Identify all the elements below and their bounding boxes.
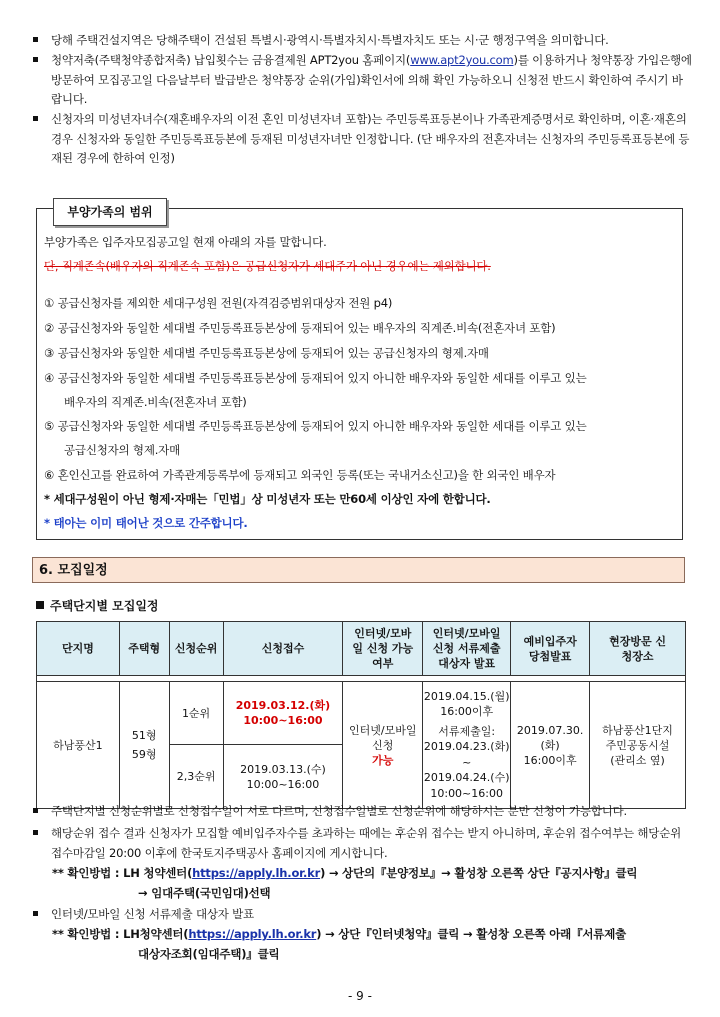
bullet-square-icon [33,116,38,121]
header-cell: 단지명 [37,622,120,676]
apply-time: 10:00~16:00 [246,777,320,791]
note-text: ** 확인방법 : LH 청약센터( [52,866,193,880]
complex-name-cell: 하남풍산1 [37,682,120,809]
bullet-text: 인터넷/모바일 신청 서류제출 대상자 발표 [51,907,254,921]
dependents-item: ⑤ 공급신청자와 동일한 세대별 주민등록표등본상에 등재되어 있지 아니한 배우자와 동일한 세대를 이루고 있는 [44,419,587,433]
header-cell: 신청접수 [223,622,343,676]
header-cell: 신청순위 [169,622,223,676]
bullet-text-part: )를 이용하거나 청약통장 가입은행에 방문하여 모집공고일 다음날부터 발급받은 청약통장 순위(가입)확인서에 의해 확인 가능하오니 신청전 반드시 확인하여 주시기 바랍니다. [51,53,692,106]
bullet-square-icon [33,57,38,62]
section-header: 6. 모집일정 [32,557,685,583]
lh-apply-link[interactable]: https://apply.lh.or.kr [192,866,321,880]
check-method-note [52,925,692,944]
apt2you-link[interactable]: www.apt2you.com [410,53,514,67]
announce-line: ~ [462,755,472,769]
schedule-subheading [36,597,159,614]
reserve-announce-cell [511,682,590,809]
note-text: ) → 상단『인터넷청약』클릭 → 활성창 오른쪽 아래『서류제출 [316,927,627,941]
housing-type: 51형 [131,729,157,742]
schedule-table [36,621,686,809]
page-number: - 9 - [348,989,372,1003]
housing-type-cell [119,682,169,809]
announce-line: 2019.04.24.(수) [423,771,510,785]
dependents-item: ② 공급신청자와 동일한 세대별 주민등록표등본상에 등재되어 있는 배우자의 직계존.비속(전혼자녀 포함) [44,321,556,335]
header-cell: 현장방문 신청장소 [590,622,686,676]
bullet-square-icon [33,911,38,916]
bullet-item [33,905,693,925]
dependents-struck-note: 단, 직계존속(배우자의 직계존속 포함)은 공급신청자가 세대주가 아닌 경우에는 제외합니다. [44,259,491,273]
check-method-note-cont: → 임대주택(국민임대)선택 [138,886,271,900]
announce-line: 10:00~16:00 [430,786,503,800]
bullet-text: 당해 주택건설지역은 당해주택이 건설된 특별시·광역시·특별자치시·특별자치도 또는 시·군 행정구역을 의미합니다. [51,33,609,47]
apply-date-cell [223,682,343,745]
place-line: (관리소 옆) [610,753,665,767]
housing-type: 59형 [131,748,157,761]
header-cell: 인터넷/모바일 신청 가능 여부 [343,622,423,676]
dependents-intro: 부양가족은 입주자모집공고일 현재 아래의 자를 말합니다. [44,235,327,249]
dependents-note-fetus: * 태아는 이미 태어난 것으로 간주합니다. [44,516,248,530]
note-text: ) → 상단의『분양정보』→ 활성창 오른쪽 상단『공지사항』클릭 [320,866,638,880]
header-cell: 주택형 [119,622,169,676]
bullet-item [33,802,693,822]
dependents-item: ④ 공급신청자와 동일한 세대별 주민등록표등본상에 등재되어 있지 아니한 배우자와 동일한 세대를 이루고 있는 [44,371,587,385]
check-method-note [52,864,692,883]
bullet-item [33,31,693,51]
dependents-box-title: 부양가족의 범위 [53,198,167,226]
bullet-item [33,824,693,863]
apply-date: 2019.03.12.(화) [235,699,331,712]
announce-line: 16:00이후 [440,705,494,719]
dependents-item: ③ 공급신청자와 동일한 세대별 주민등록표등본상에 등재되어 있는 공급신청자의 형제.자매 [44,346,489,360]
lh-apply-link[interactable]: https://apply.lh.or.kr [188,927,317,941]
apply-date-cell [223,745,343,809]
dependents-item-cont: 공급신청자의 형제.자매 [64,443,180,457]
bullet-text: 주택단지별 신청순위별로 신청접수일이 서로 다르며, 신청접수일별로 신청순위에 해당하시는 분만 신청이 가능합니다. [51,804,628,818]
rank-cell: 1순위 [169,682,223,745]
bullet-text [51,51,693,110]
bullet-square-icon [33,37,38,42]
header-cell: 인터넷/모바일 신청 서류제출 대상자 발표 [423,622,511,676]
announce-line: 서류제출일: [438,724,496,738]
announce-line: 2019.04.15.(월) [423,689,510,703]
apply-date: 2019.03.13.(수) [240,762,326,776]
dependents-item: ① 공급신청자를 제외한 세대구성원 전원(자격검증범위대상자 전원 p4) [44,296,393,310]
bullet-text-part: 청약저축(주택청약종합저축) 납입횟수는 금융결제원 APT2you 홈페이지( [51,53,411,67]
announce-line: 2019.04.23.(화) [423,740,510,754]
visit-place-cell [590,682,686,809]
online-available-cell [343,682,423,809]
online-label: 인터넷/모바일 [349,723,417,737]
dependents-item: ⑥ 혼인신고를 완료하여 가족관계등록부에 등재되고 외국인 등록(또는 국내거소신고)을 한 외국인 배우자 [44,468,556,482]
bullet-item [33,110,693,169]
announce-cell [423,682,511,809]
dependents-item-cont: 배우자의 직계존.비속(전혼자녀 포함) [64,395,247,409]
reserve-time: 16:00이후 [523,753,577,767]
apply-time: 10:00~16:00 [243,714,323,727]
table-row [37,682,686,745]
online-ok: 가능 [372,753,394,767]
place-line: 주민공동시설 [605,738,670,752]
bullet-text: 해당순위 접수 결과 신청자가 모집할 예비입주자수를 초과하는 때에는 후순위 접수는 받지 아니하며, 후순위 접수여부는 해당순위 접수마감일 20:00 이후에 한국토지주택공사 홈페이지에 게시합니다. [51,826,682,860]
place-line: 하남풍산1단지 [602,723,673,737]
table-header-row [37,622,686,676]
schedule-subheading-text: 주택단지별 모집일정 [50,599,159,613]
header-cell: 예비입주자 당첨발표 [511,622,590,676]
bullet-text: 신청자의 미성년자녀수(재혼배우자의 이전 혼인 미성년자녀 포함)는 주민등록표등본이나 가족관계증명서로 확인하며, 이혼·재혼의 경우 신청자와 동일한 주민등록표등본에 등재된 미성년자녀만 인정합니다. (단 배우자의 전혼자녀는 신청자의 주민등록표등본에 등재된 경우에 한하여 인정) [51,112,690,165]
bullet-square-icon [33,830,38,835]
online-label: 신청 [372,738,394,752]
rank-cell: 2,3순위 [169,745,223,809]
note-text: ** 확인방법 : LH청약센터( [52,927,189,941]
square-bullet-icon [36,601,44,609]
dependents-note-siblings: * 세대구성원이 아닌 형제·자매는「민법」상 미성년자 또는 만60세 이상인 자에 한합니다. [44,492,491,506]
bullet-item [33,51,693,110]
reserve-date: 2019.07.30.(화) [516,723,584,752]
check-method-note-cont: 대상자조회(임대주택)』클릭 [138,947,280,961]
bullet-square-icon [33,808,38,813]
